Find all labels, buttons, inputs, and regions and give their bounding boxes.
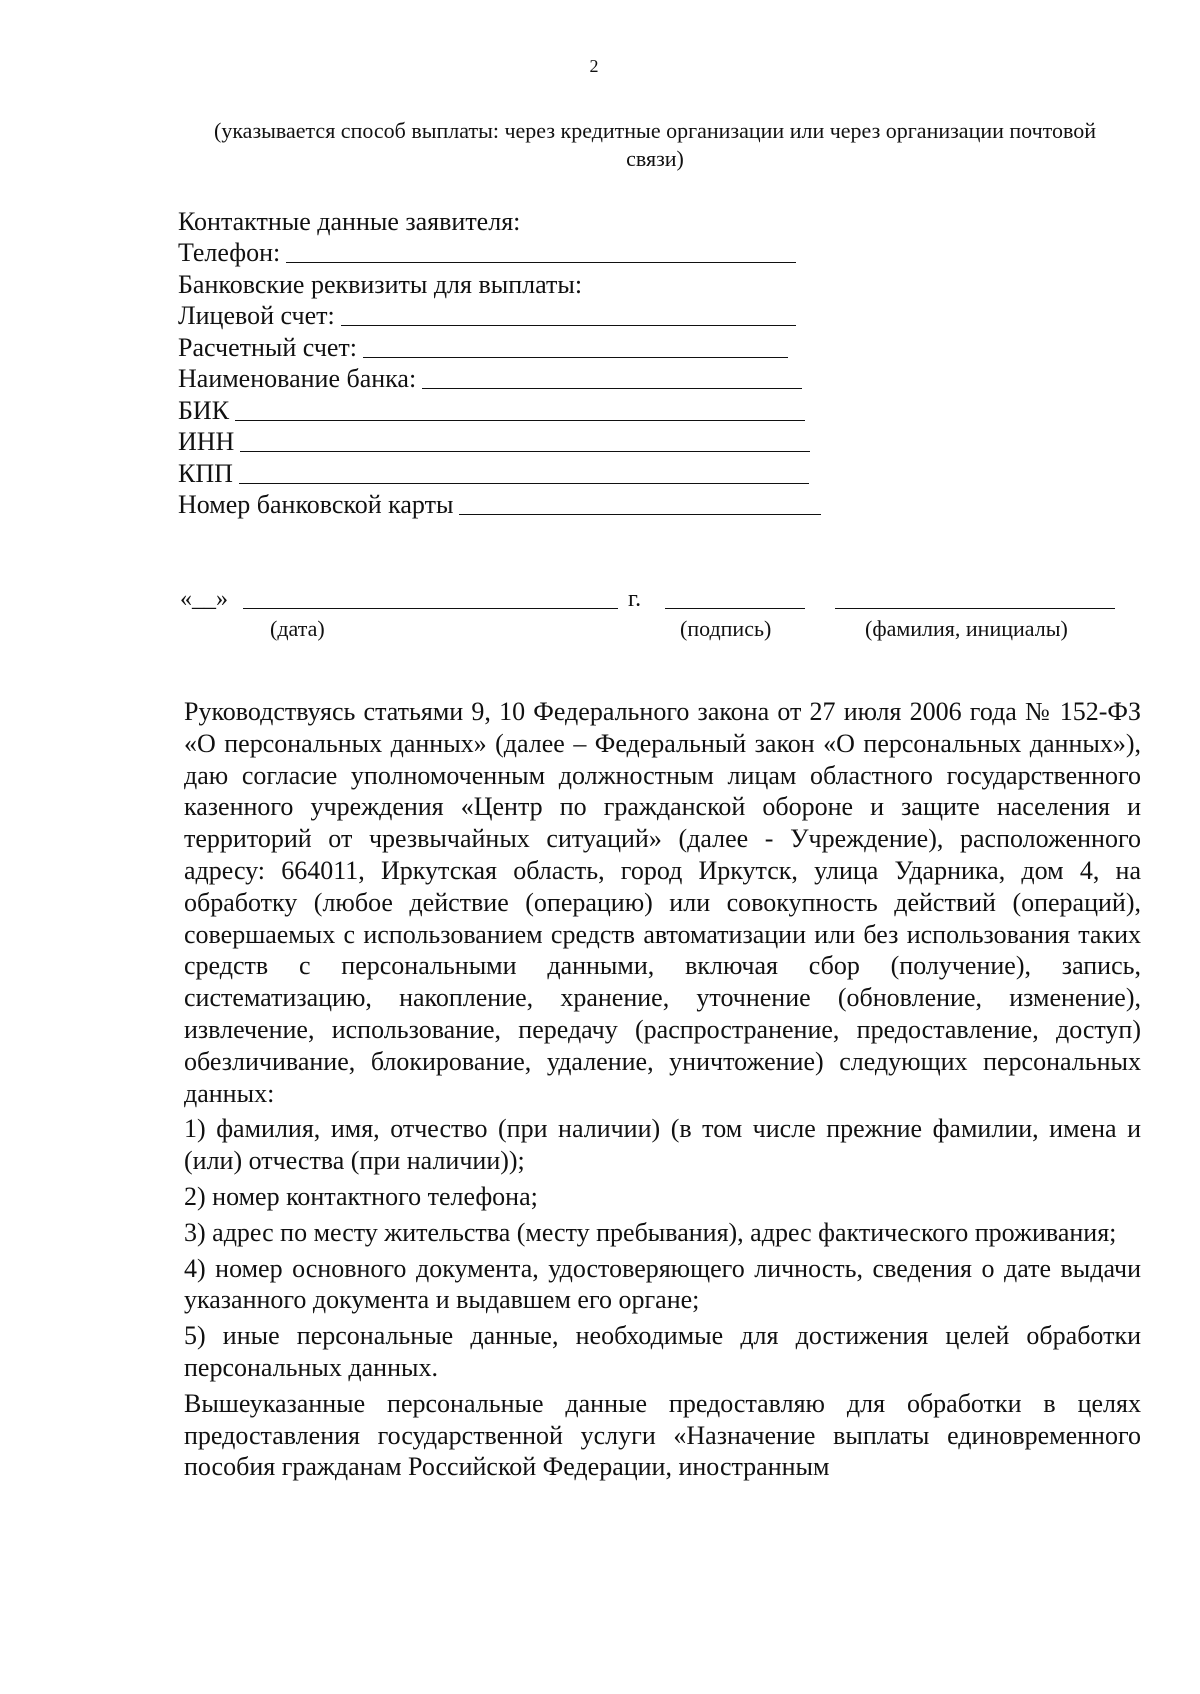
list-item: 3) адрес по месту жительства (месту пребывания), адрес фактического проживания; xyxy=(184,1217,1117,1247)
bank-name-row xyxy=(178,363,878,395)
bik-label: БИК xyxy=(178,395,230,425)
consent-text xyxy=(184,696,1141,1483)
contact-details-section xyxy=(178,205,878,520)
inn-row xyxy=(178,426,878,458)
date-day-quote: «__» xyxy=(180,586,228,612)
bik-row xyxy=(178,394,878,426)
personal-account-field[interactable] xyxy=(341,325,796,326)
inn-field[interactable] xyxy=(240,451,810,452)
settlement-account-label: Расчетный счет: xyxy=(178,332,358,362)
name-initials-caption: (фамилия, инициалы) xyxy=(865,616,1068,641)
bank-name-label: Наименование банка: xyxy=(178,364,417,393)
page-number: 2 xyxy=(589,56,599,76)
bank-details-heading: Банковские реквизиты для выплаты: xyxy=(178,269,583,299)
date-field[interactable] xyxy=(243,608,618,609)
date-caption: (дата) xyxy=(270,616,325,641)
signature-block xyxy=(180,586,1140,646)
name-initials-field[interactable] xyxy=(835,608,1115,609)
signature-caption: (подпись) xyxy=(680,616,772,641)
kpp-label: КПП xyxy=(178,458,233,488)
consent-paragraph: Руководствуясь статьями 9, 10 Федерального закона от 27 июля 2006 года № 152-ФЗ «О персональных данных» (далее – Федеральный закон «О персональных данных»), даю согласие уполномоченным должностным лицам областного государственного казенного учреждения «Центр по гражданской обороне и защите населения и территорий от чрезвычайных ситуаций» (далее - Учреждение), расположенного адресу: 664011, Иркутская область, город Иркутск, улица Ударника, дом 4, на обработку (любое действие (операцию) или совокупность действий (операций), совершаемых с использованием средств автоматизации или без использования таких средств с персональными данными, включая сбор (получение), запись, систематизацию, накопление, хранение, уточнение (обновление, изменение), извлечение, использование, передачу (распространение, предоставление, доступ) обезличивание, блокирование, удаление, уничтожение) следующих персональных данных: xyxy=(184,697,1141,1108)
phone-label: Телефон: xyxy=(178,238,281,267)
card-number-label: Номер банковской карты xyxy=(178,490,454,519)
personal-account-row xyxy=(178,300,878,332)
purpose-paragraph: Вышеуказанные персональные данные предоставляю для обработки в целях предоставления государственной услуги «Назначение выплаты единовременного пособия гражданам Российской Федерации, иностранным xyxy=(184,1388,1141,1482)
list-item: 4) номер основного документа, удостоверяющего личность, сведения о дате выдачи указанного документа и выдавшем его органе; xyxy=(184,1253,1141,1315)
bank-heading-row xyxy=(178,268,878,300)
bik-field[interactable] xyxy=(235,420,805,421)
card-number-row xyxy=(178,489,878,521)
contacts-heading-row xyxy=(178,205,878,237)
signature-field[interactable] xyxy=(665,608,805,609)
phone-field[interactable] xyxy=(286,262,796,263)
list-item: 2) номер контактного телефона; xyxy=(184,1181,538,1211)
kpp-row xyxy=(178,457,878,489)
list-item: 5) иные персональные данные, необходимые для достижения целей обработки персональных данных. xyxy=(184,1321,1141,1382)
year-suffix: г. xyxy=(628,586,642,612)
list-item: 1) фамилия, имя, отчество (при наличии) (в том числе прежние фамилии, имена и (или) отчества (при наличии)); xyxy=(184,1114,1141,1176)
personal-account-label: Лицевой счет: xyxy=(178,301,335,330)
bank-name-field[interactable] xyxy=(422,388,802,389)
settlement-account-field[interactable] xyxy=(363,357,788,358)
card-number-field[interactable] xyxy=(459,514,821,515)
settlement-account-row xyxy=(178,331,878,363)
inn-label: ИНН xyxy=(178,427,235,456)
kpp-field[interactable] xyxy=(239,483,809,484)
contacts-heading: Контактные данные заявителя: xyxy=(178,206,521,236)
phone-row xyxy=(178,237,878,269)
payment-method-note: (указывается способ выплаты: через кредитные организации или через организации почтовой связи) xyxy=(214,118,1096,171)
